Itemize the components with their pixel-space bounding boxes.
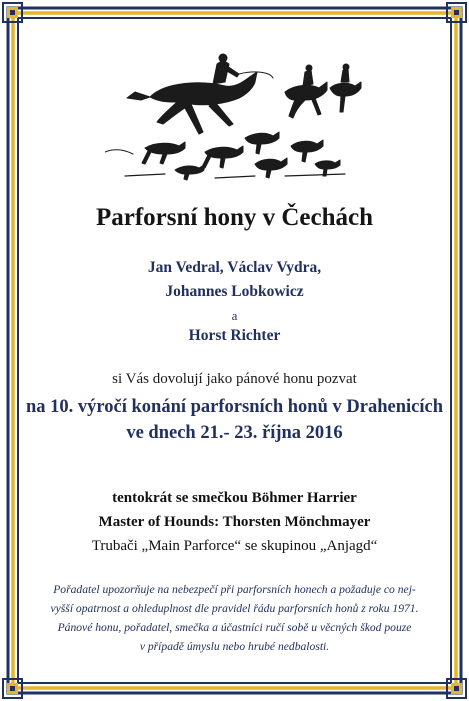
page-title: Parforsní hony v Čechách [95, 204, 374, 231]
trumpeters-line: Trubači „Main Parforce“ se skupinou „Anjagd“ [91, 538, 378, 554]
invitation-text: si Vás dovolují jako pánové honu pozvat [112, 371, 357, 387]
notice-line-1: Pořadatel upozorňuje na nebezpečí při parforsních honech a požaduje co nej- [53, 583, 416, 596]
notice-line-3: Pánové honu, pořadatel, smečka a účastníci ručí sobě u věcných škod pouze [57, 621, 412, 634]
safety-notice [30, 580, 439, 656]
notice-line-4: v případě úmyslu nebo hrubé nedbalosti. [139, 640, 330, 653]
event-title: na 10. výročí konání parforsních honů v Drahenicích [26, 397, 443, 417]
hosts-line-2: Johannes Lobkowicz [165, 283, 304, 300]
hunting-scene-illustration [105, 52, 365, 182]
notice-line-2: vyšší opatrnost a ohleduplnost dle pravidel řádu parforsních honů z roku 1971. [50, 602, 419, 615]
master-of-hounds-line: Master of Hounds: Thorsten Mönchmayer [98, 514, 371, 530]
hosts-conjunction: a [231, 308, 238, 323]
pack-line: tentokrát se smečkou Böhmer Harrier [112, 490, 357, 506]
hosts-line-3: Horst Richter [188, 327, 281, 344]
hosts-line-1: Jan Vedral, Václav Vydra, [147, 259, 322, 276]
event-dates: ve dnech 21.- 23. října 2016 [126, 423, 343, 443]
